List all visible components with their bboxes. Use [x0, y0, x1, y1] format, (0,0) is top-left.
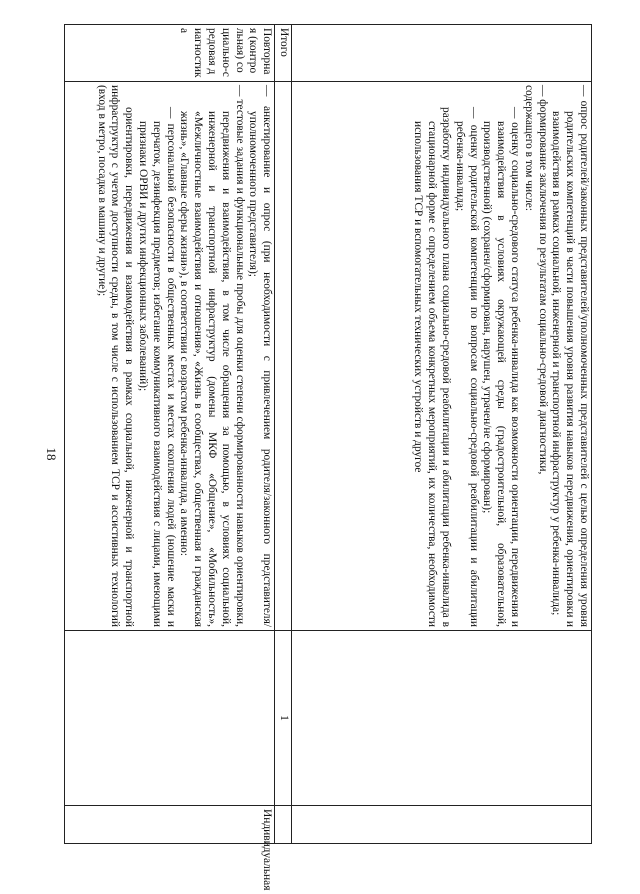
actions-list: [411, 85, 590, 627]
total-count: 1: [275, 631, 292, 806]
actions-cell: [292, 82, 592, 631]
list-item: — анкетирование и опрос (при необходимости с привлечением родителя/законного представителя/уполномоченного представителя);: [247, 85, 274, 627]
list-item: разработку индивидуального плана социально-средовой реабилитации и абилитации ребенка-инвалида в стационарной форме с определением объема конкретных мероприятий, их количества, необходимости использования ТСР и вспомогательных технических устройств и другое: [412, 107, 453, 627]
stage-cell: [292, 25, 592, 82]
stage-cell: Повторная (контрольная) социально-средовая диагностика: [65, 25, 275, 82]
actions-list: [94, 85, 273, 627]
actions-cell: [65, 82, 275, 631]
total-form: [275, 806, 292, 844]
list-item: — тестовые задания и функциональные пробы для оценки степени сформированности навыков ориентировки, передвижения и взаимодействия, в том числе обращения за помощью, в условиях социальной, инженерной и транспортной инфраструктур (домены МКФ «Общение», «Мобильность», «Межличностные взаимодействия и отношения», «Жизнь в сообществах, общественная и гражданская жизнь», «Главные сферы жизни»), в соответствии с возрастом ребенка-инвалида, а именно:: [178, 85, 246, 627]
form-cell: Индивидуальная: [65, 806, 275, 844]
list-item: — оценку родительской компетенции по вопросам социально-средовой реабилитации и абилитации ребенка-инвалида;: [453, 107, 480, 627]
rotated-table-sheet: [64, 24, 592, 891]
rehabilitation-table: [64, 24, 592, 891]
total-actions: [275, 82, 292, 631]
list-item: ориентировки, передвижения и взаимодействия в рамках социальной, инженерной и транспортной инфраструктур с учетом доступности среды, в том числе с использованием ТСР и ассистивных технологий (вход в метро, посадка в машину и другие);: [95, 85, 136, 627]
list-item: — формирование заключения по результатам социально-средовой диагностики,: [536, 85, 549, 475]
list-item: — опрос родителей/законных представителей/уполномоченных представителей с целью определения уровня родительских компетенций в части повышения уровня развития навыков передвижения, ориентировки и взаимодействия в рамках социальной, инженерной и транспортной инфраструктур у ребенка-инвалида;: [550, 85, 590, 627]
table-row: [292, 25, 592, 844]
list-item: содержащего в том числе:: [522, 85, 535, 212]
list-item: — персональной безопасности в общественных местах и местах скопления людей (ношение маски и перчаток, дезинфекция предметов; избегание коммуникативного взаимодействия с лицами, имеющими признаки ОРВИ и других инфекционных заболеваний);: [137, 107, 177, 627]
list-item: — оценку социально-средового статуса ребенка-инвалида как возможности ориентации, передвижения и взаимодействия в условиях окружающей среды (градостроительной, образовательной, производственной) (сохранен/сформирован, нарушен, утрачен/не сформирован);: [481, 107, 522, 627]
total-label: Итого: [275, 25, 292, 82]
count-cell: [292, 631, 592, 806]
table-row: [65, 25, 275, 844]
page-number: 18: [44, 447, 59, 461]
count-cell: [65, 631, 275, 806]
form-cell: [292, 806, 592, 844]
total-row: [275, 25, 292, 844]
